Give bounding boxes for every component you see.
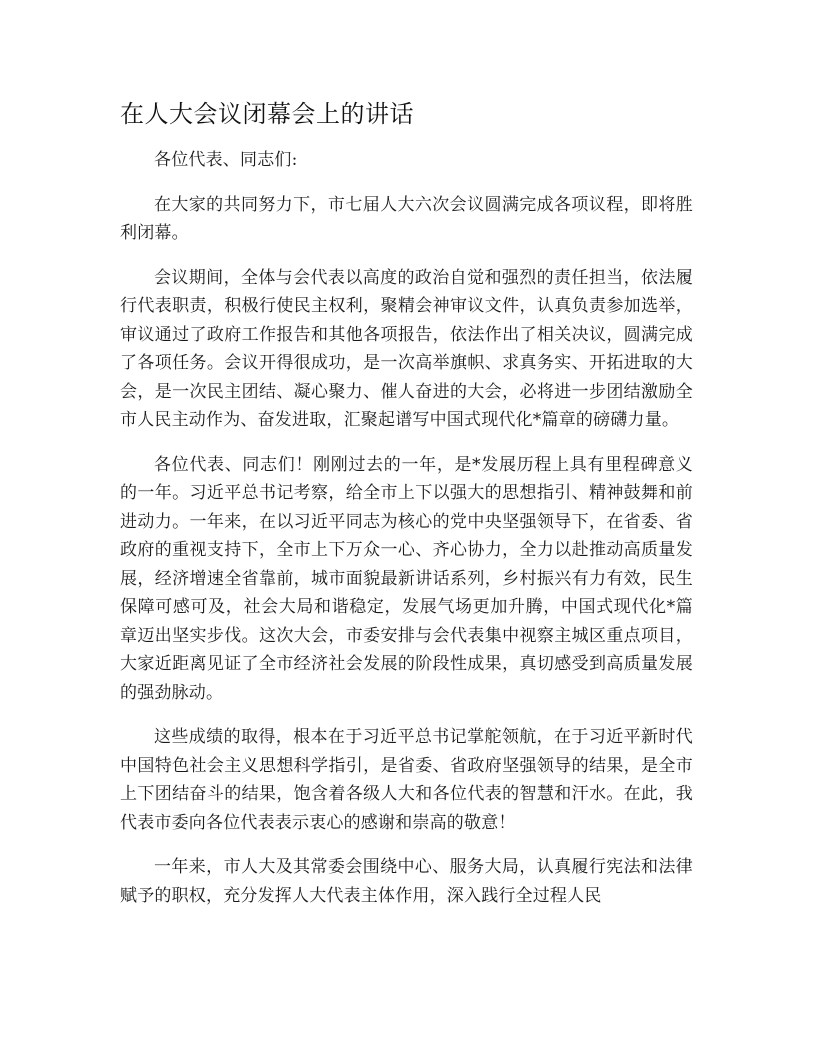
paragraph-meeting-summary: 会议期间，全体与会代表以高度的政治自觉和强烈的责任担当，依法履行代表职责，积极行使民主权利，聚精会神审议文件，认真负责参加选举，审议通过了政府工作报告和其他各项报告，依法作出了相关决议，圆满完成了各项任务。会议开得很成功，是一次高举旗帜、求真务实、开拓进取的大会，是一次民主团结、凝心聚力、催人奋进的大会，必将进一步团结激励全市人民主动作为、奋发进取，汇聚起谱写中国式现代化*篇章的磅礴力量。 — [120, 267, 693, 430]
paragraph-opening: 在大家的共同努力下，市七届人大六次会议圆满完成各项议程，即将胜利闭幕。 — [120, 194, 693, 243]
paragraph-past-year: 各位代表、同志们！刚刚过去的一年，是*发展历程上具有里程碑意义的一年。习近平总书记考察，给全市上下以强大的思想指引、精神鼓舞和前进动力。一年来，在以习近平同志为核心的党中央坚强领导下，在省委、省政府的重视支持下，全市上下万众一心、齐心协力，全力以赴推动高质量发展，经济增速全省靠前，城市面貌最新讲话系列，乡村振兴有力有效，民生保障可感可及，社会大局和谐稳定，发展气场更加升腾，中国式现代化*篇章迈出坚实步伐。这次大会，市委安排与会代表集中视察主城区重点项目，大家近距离见证了全市经济社会发展的阶段性成果，真切感受到高质量发展的强劲脉动。 — [120, 454, 693, 703]
paragraph-salutation: 各位代表、同志们: — [154, 150, 298, 170]
paragraph-npc-work: 一年来，市人大及其常委会围绕中心、服务大局，认真履行宪法和法律赋予的职权，充分发挥人大代表主体作用，深入践行全过程人民 — [120, 857, 693, 906]
document-page — [120, 96, 693, 926]
document-title: 在人大会议闭幕会上的讲话 — [120, 100, 414, 128]
paragraph-achievements: 这些成绩的取得，根本在于习近平总书记掌舵领航，在于习近平新时代中国特色社会主义思想科学指引，是省委、省政府坚强领导的结果，是全市上下团结奋斗的结果，饱含着各级人大和各位代表的智慧和汗水。在此，我代表市委向各位代表表示衷心的感谢和崇高的敬意！ — [120, 727, 693, 833]
